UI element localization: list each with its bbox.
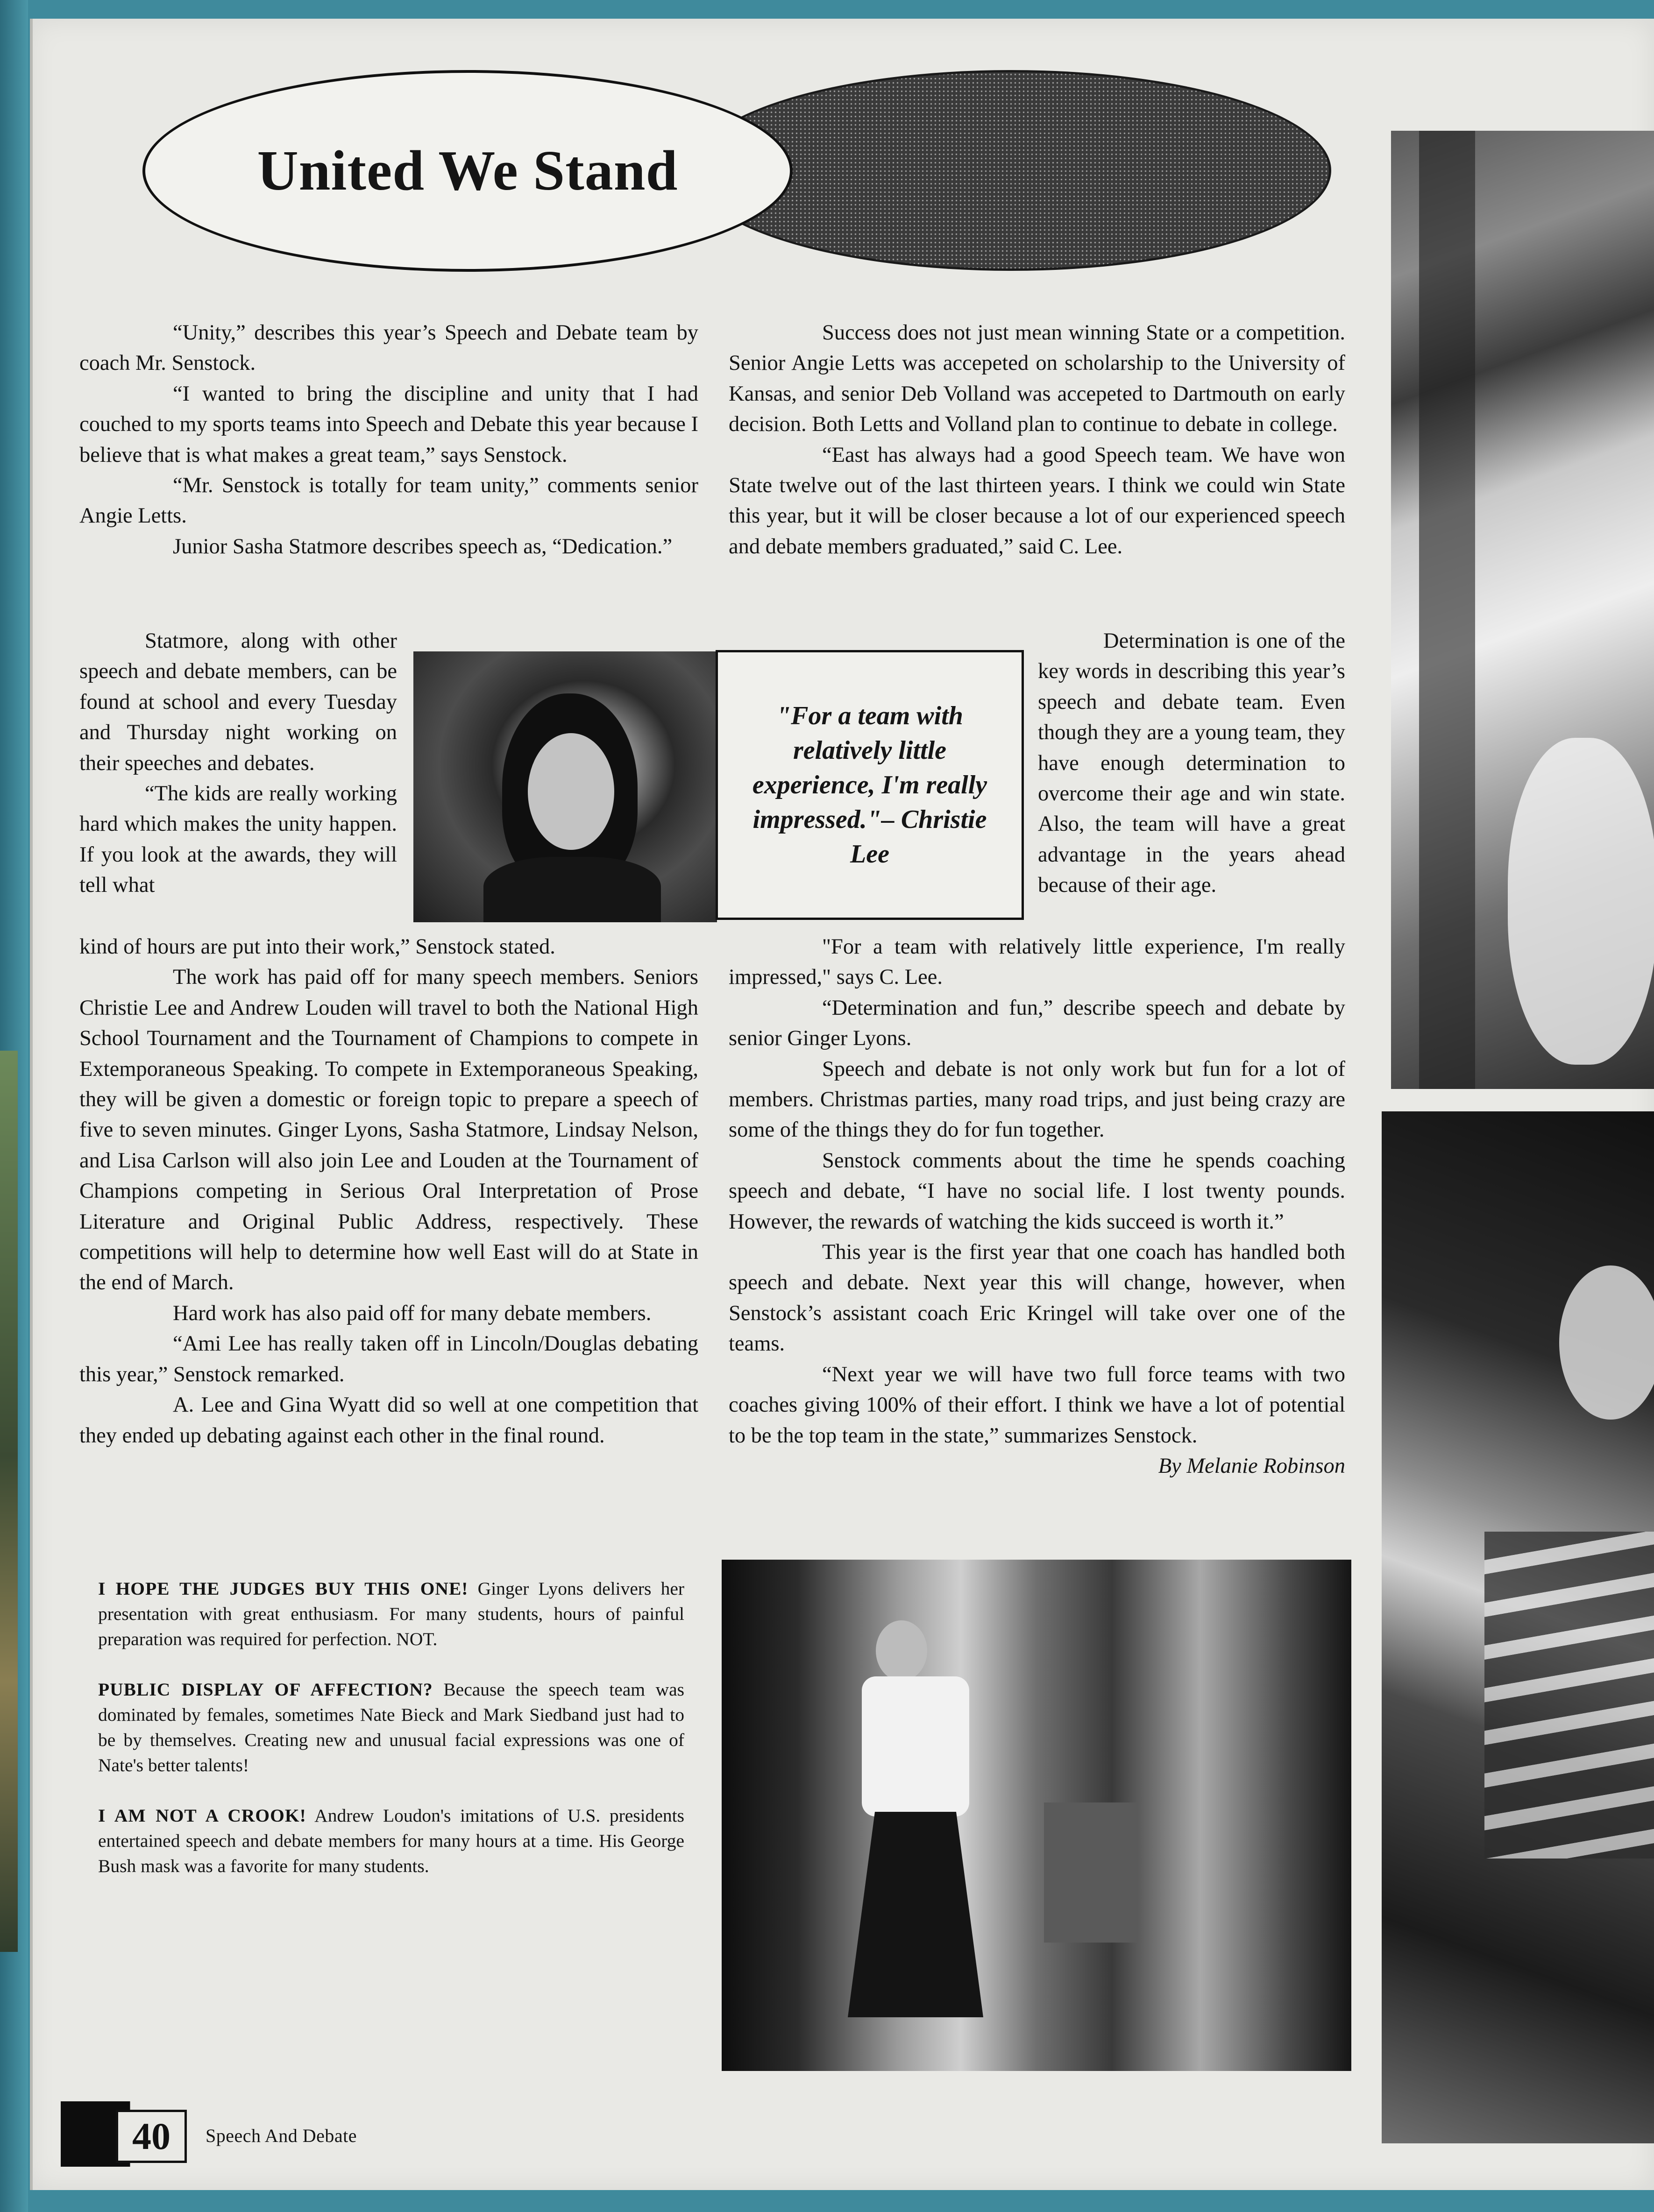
paragraph: “Determination and fun,” describe speech and debate by senior Ginger Lyons. bbox=[729, 996, 1345, 1051]
paragraph: Success does not just mean winning State or a competition. Senior Angie Letts was accepeted on scholarship to the University of Kansas, and senior Deb Volland was accepeted to Dartmouth on early decision. Both Letts and Volland plan to continue to debate in college. bbox=[729, 321, 1345, 437]
page-number-block bbox=[61, 2101, 187, 2167]
paragraph: Speech and debate is not only work but fun for a lot of members. Christmas parties, many road trips, and just being crazy are some of the things they do for fun together. bbox=[729, 1057, 1345, 1142]
caption bbox=[98, 1677, 684, 1778]
caption-heading: I HOPE THE JUDGES BUY THIS ONE! bbox=[98, 1578, 469, 1599]
photo-speaker-presentation bbox=[722, 1560, 1351, 2071]
paragraph: "For a team with relatively little experience, I'm really impressed," says C. Lee. bbox=[729, 935, 1345, 989]
paragraph: “Next year we will have two full force teams with two coaches giving 100% of their effort. I think we have a lot of potential to be the top team in the state,” summarizes Senstock. bbox=[729, 1362, 1345, 1448]
page-number: 40 bbox=[116, 2110, 187, 2163]
paragraph: The work has paid off for many speech members. Seniors Christie Lee and Andrew Louden will travel to both the National High School Tournament and the Tournament of Champions to compete in Extemporaneous Speaking. To compete in Extemporaneous Speaking, they will be given a domestic or foreign topic to prepare a speech of five to seven minutes. Ginger Lyons, Sasha Statmore, Lindsay Nelson, and Lisa Carlson will also join Lee and Louden at the Tournament of Champions competing in Serious Oral Interpretation of Prose Literature and Original Public Address, respectively. These competitions will help to determine how well East will do at State in the end of March. bbox=[79, 965, 698, 1295]
caption-heading: PUBLIC DISPLAY OF AFFECTION? bbox=[98, 1679, 433, 1700]
article-column-2 bbox=[729, 318, 1345, 562]
article-column-1-wrap bbox=[79, 626, 397, 901]
photo-student-portrait bbox=[413, 651, 717, 922]
article-column-1 bbox=[79, 318, 698, 562]
caption-heading: I AM NOT A CROOK! bbox=[98, 1805, 306, 1826]
caption-body: Ginger Lyons delivers her presentation with great enthusiasm. For many students, hours of painful preparation was required for perfection. NOT. bbox=[98, 1578, 685, 1649]
paragraph: Junior Sasha Statmore describes speech as, “Dedication.” bbox=[173, 534, 673, 558]
paragraph: “Mr. Senstock is totally for team unity,” comments senior Angie Letts. bbox=[79, 473, 698, 528]
section-label: Speech And Debate bbox=[206, 2125, 357, 2146]
caption-body: Because the speech team was dominated by females, sometimes Nate Bieck and Mark Siedband just had to be by themselves. Creating new and unusual facial expressions was one of Nate's better talents! bbox=[98, 1679, 685, 1775]
title-oval bbox=[142, 70, 793, 272]
byline: By Melanie Robinson bbox=[1158, 1454, 1345, 1478]
caption bbox=[98, 1803, 684, 1879]
paragraph: Senstock comments about the time he spends coaching speech and debate, “I have no social life. I lost twenty pounds. However, the rewards of watching the kids succeed is worth it.” bbox=[729, 1148, 1345, 1234]
paragraph: Hard work has also paid off for many debate members. bbox=[173, 1301, 652, 1325]
page-title: United We Stand bbox=[257, 139, 678, 202]
paragraph: Determination is one of the key words in describing this year’s speech and debate team. Even though they are a young team, they have enough determination to overcome their age and win state. Also, the team will have a great advantage in the years ahead because of their age. bbox=[1038, 629, 1345, 898]
photo-couple-hug bbox=[1391, 131, 1654, 1089]
paragraph: “The kids are really working hard which makes the unity happen. If you look at the awards, they will tell what bbox=[79, 782, 397, 898]
article-column-2-lower bbox=[729, 932, 1345, 1481]
paragraph: kind of hours are put into their work,” Senstock stated. bbox=[79, 935, 555, 959]
paragraph: Statmore, along with other speech and debate members, can be found at school and every Tuesday and Thursday night working on their speeches and debates. bbox=[79, 629, 397, 775]
pull-quote-box bbox=[716, 650, 1024, 920]
paragraph: “I wanted to bring the discipline and unity that I had couched to my sports teams into Speech and Debate this year because I believe that is what makes a great team,” says Senstock. bbox=[79, 382, 698, 467]
caption-body: Andrew Loudon's imitations of U.S. presidents entertained speech and debate members for many hours at a time. His George Bush mask was a favorite for many students. bbox=[98, 1805, 684, 1876]
photo-captions bbox=[98, 1576, 684, 1904]
paragraph: This year is the first year that one coach has handled both speech and debate. Next year this will change, however, when Senstock’s assistant coach Eric Kringel will take over one of the teams. bbox=[729, 1240, 1345, 1356]
adjacent-page-photo-strip bbox=[0, 1051, 18, 1952]
article-column-1-lower bbox=[79, 932, 698, 1451]
paragraph: “East has always had a good Speech team. We have won State twelve out of the last thirteen years. I think we could win State this year, but it will be closer because a lot of our experienced speech and debate members graduated,” said C. Lee. bbox=[729, 443, 1345, 558]
pull-quote: "For a team with relatively little experience, I'm really impressed."– Christie Lee bbox=[752, 701, 987, 869]
page-edge bbox=[30, 19, 33, 2190]
article-column-2-wrap bbox=[1038, 626, 1345, 901]
paragraph: A. Lee and Gina Wyatt did so well at one competition that they ended up debating against each other in the final round. bbox=[79, 1393, 698, 1448]
caption bbox=[98, 1576, 684, 1652]
paragraph: “Unity,” describes this year’s Speech and Debate team by coach Mr. Senstock. bbox=[79, 321, 698, 375]
paragraph: “Ami Lee has really taken off in Lincoln/Douglas debating this year,” Senstock remarked. bbox=[79, 1332, 698, 1386]
photo-student-expression bbox=[1382, 1111, 1654, 2143]
